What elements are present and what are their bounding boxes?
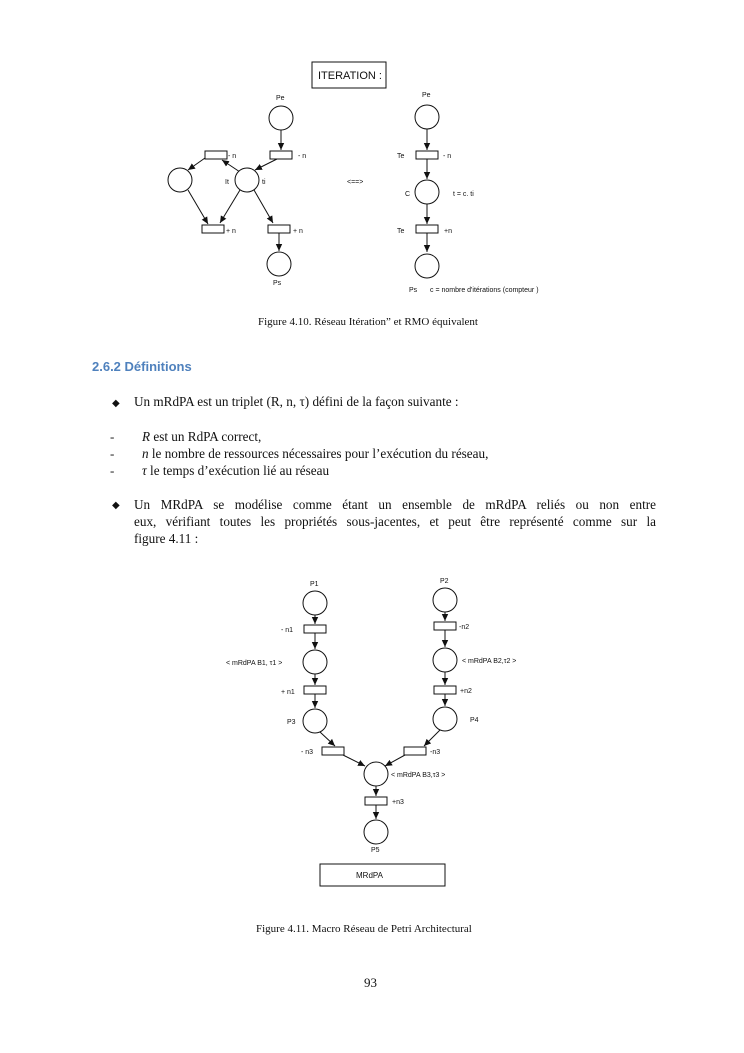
label-minus-n3-a: - n3: [301, 749, 314, 756]
label-plus-n1: + n1: [281, 689, 295, 696]
list-item: [142, 463, 329, 479]
transition-left-loop-bottom: [202, 225, 224, 233]
figure-4-11-diagram: [0, 570, 744, 900]
iteration-title: ITERATION :: [318, 70, 382, 82]
transition-minus-n1: [304, 625, 326, 633]
transition-plus-n2: [434, 686, 456, 694]
transition-left-loop-top: [205, 151, 227, 159]
figure-4-10-diagram: [0, 0, 744, 310]
section-heading: 2.6.2 Définitions: [92, 359, 192, 374]
equivalence-symbol: <==>: [347, 179, 364, 186]
list-text: est un RdPA correct,: [150, 429, 262, 444]
transition-plus-n1: [304, 686, 326, 694]
label-plus-n-c: +n: [444, 228, 452, 235]
list-dash: -: [110, 446, 115, 461]
bullet-2-line-2: eux, vérifiant toutes les propriétés sous-jacentes, et peut être représenté comme sur la: [134, 514, 656, 529]
arc: [188, 190, 208, 224]
label-minus-n1: - n1: [281, 627, 294, 634]
label-pe-left: Pe: [276, 95, 285, 102]
place-pe-left: [269, 106, 293, 130]
place-ti-left: [235, 168, 259, 192]
transition-left-bottom: [268, 225, 290, 233]
arc: [320, 732, 335, 746]
label-c-note: c = nombre d'itérations (compteur ): [430, 287, 539, 294]
label-mrdpa-b2: < mRdPA B2,τ2 >: [462, 658, 517, 665]
label-plus-n2: +n2: [460, 688, 472, 695]
place-p4: [433, 707, 457, 731]
transition-minus-n3-a: [322, 747, 344, 755]
label-minus-n3-b: -n3: [430, 749, 441, 756]
label-p1: P1: [310, 581, 319, 588]
place-pe-right: [415, 105, 439, 129]
label-ps-right: Ps: [409, 287, 418, 294]
label-mrdpa-b3: < mRdPA B3,τ3 >: [391, 772, 446, 779]
list-item: [142, 446, 488, 462]
transition-plus-n3: [365, 797, 387, 805]
page-number: 93: [364, 975, 377, 990]
list-text: le temps d’exécution lié au réseau: [146, 463, 330, 478]
label-ps-left: Ps: [273, 280, 282, 287]
diamond-bullet-icon: ◆: [112, 500, 120, 511]
transition-left-top: [270, 151, 292, 159]
arc: [385, 755, 405, 766]
label-minus-n-b: - n: [298, 153, 307, 160]
place-c-right: [415, 180, 439, 204]
arc: [343, 755, 365, 766]
label-minus-n2: -n2: [459, 624, 470, 631]
place-b3: [364, 762, 388, 786]
label-p2: P2: [440, 578, 449, 585]
label-p4: P4: [470, 717, 479, 724]
label-minus-n-a: - n: [228, 153, 237, 160]
list-item: [142, 429, 261, 445]
label-te-bottom: Te: [397, 228, 405, 235]
label-pe-right: Pe: [422, 92, 431, 99]
diamond-bullet-icon: ◆: [112, 398, 120, 409]
place-p3: [303, 709, 327, 733]
label-ti: ti: [262, 179, 266, 186]
label-it: It: [225, 179, 229, 186]
list-dash: -: [110, 429, 115, 444]
place-p1: [303, 591, 327, 615]
label-minus-n-c: - n: [443, 153, 452, 160]
place-p5: [364, 820, 388, 844]
place-ps-left: [267, 252, 291, 276]
arc: [424, 730, 440, 746]
bullet-1-text: Un mRdPA est un triplet (R, n, τ) défini de la façon suivante :: [134, 394, 459, 409]
label-plus-n3: +n3: [392, 799, 404, 806]
label-c: C: [405, 191, 411, 198]
label-p3: P3: [287, 719, 296, 726]
label-p5: P5: [371, 847, 380, 854]
place-b1: [303, 650, 327, 674]
bullet-2-line-3: figure 4.11 :: [134, 531, 199, 546]
list-text: le nombre de ressources nécessaires pour l’exécution du réseau,: [148, 446, 489, 461]
mrdpa-label: MRdPA: [356, 871, 383, 880]
label-plus-n-b: + n: [293, 228, 303, 235]
label-plus-n-a: + n: [226, 228, 236, 235]
list-dash: -: [110, 463, 115, 478]
transition-right-top: [416, 151, 438, 159]
place-b2: [433, 648, 457, 672]
list-symbol: τ: [142, 463, 147, 478]
bullet-2-line-1: Un MRdPA se modélise comme étant un ensemble de mRdPA reliés ou non entre: [134, 497, 656, 512]
arc: [220, 190, 240, 223]
place-p2: [433, 588, 457, 612]
transition-right-bottom: [416, 225, 438, 233]
figure-4-11-caption: Figure 4.11. Macro Réseau de Petri Architectural: [256, 923, 472, 935]
arc: [254, 190, 273, 223]
arc: [222, 160, 240, 172]
transition-minus-n3-b: [404, 747, 426, 755]
transition-minus-n2: [434, 622, 456, 630]
list-symbol: n: [142, 446, 149, 461]
arc: [188, 158, 205, 170]
label-mrdpa-b1: < mRdPA B1, τ1 >: [226, 660, 283, 667]
place-loop-left: [168, 168, 192, 192]
arc: [255, 159, 277, 170]
list-symbol: R: [142, 429, 151, 444]
label-te-top: Te: [397, 153, 405, 160]
bullet-2-text: [134, 496, 656, 547]
figure-4-10-caption: Figure 4.10. Réseau Itération” et RMO équivalent: [258, 316, 478, 328]
label-t-eq: t = c. ti: [453, 191, 474, 198]
place-ps-right: [415, 254, 439, 278]
